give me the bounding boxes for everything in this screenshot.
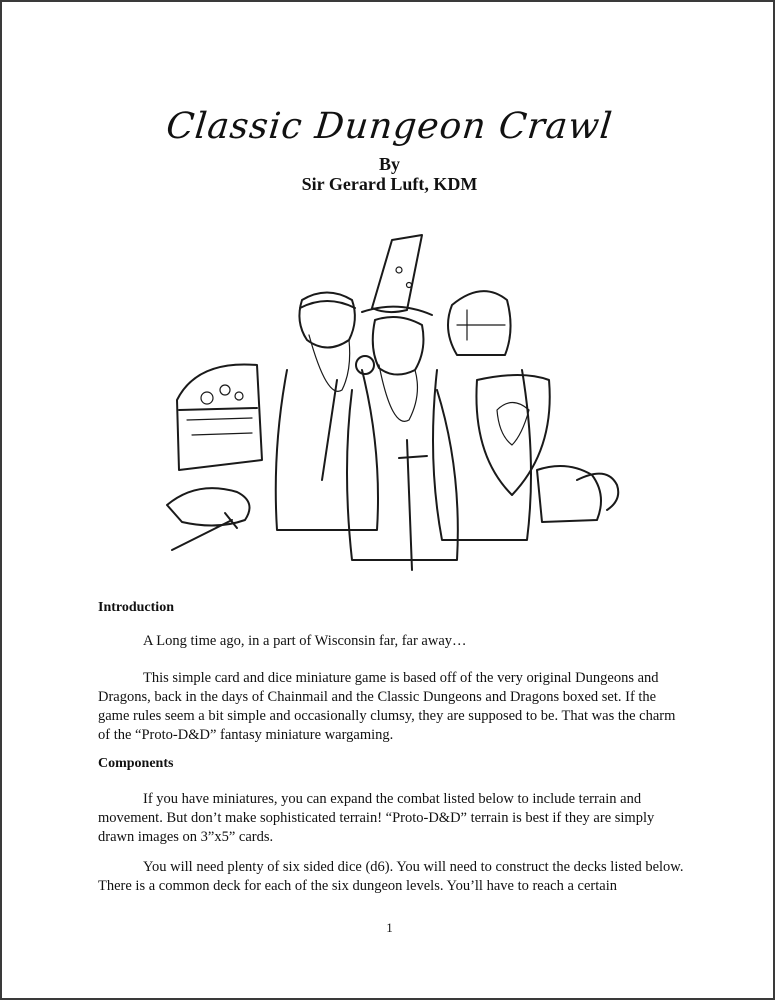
bearded-warrior-drawing [276, 293, 378, 531]
byline: By [378, 154, 400, 174]
components-paragraph-2: You will need plenty of six sided dice (d6). You will need to construct the decks listed below. There is a common deck for each of the six dungeon levels. You’ll have to reach a certain [98, 859, 684, 894]
background-creature-drawing [537, 466, 618, 522]
document-title: Classic Dungeon Crawl [164, 106, 615, 147]
components-paragraph-1: If you have miniatures, you can expand the combat listed below to include terrain and movement. But don’t make sophisticated terrain! “Proto-D&D” terrain is best if they are simply drawn images on 3”x5” cards. [98, 791, 655, 845]
treasure-chest-drawing [177, 364, 262, 470]
author-name: Sir Gerard Luft, KDM [301, 174, 478, 194]
page-number: 1 [386, 920, 393, 935]
introduction-paragraph-2: This simple card and dice miniature game is based off of the very original Dungeons and Dragons, back in the days of Chainmail and the Classic Dungeons and Dragons boxed set. If the game rules seem a bit simple and occasionally clumsy, they are supposed to be. That was the charm of the “Proto-D&D” fantasy miniature wargaming. [98, 670, 676, 743]
wizard-drawing [347, 235, 458, 570]
introduction-heading: Introduction [98, 600, 174, 615]
adventurers-illustration [137, 230, 637, 575]
knight-drawing [433, 291, 550, 540]
introduction-paragraph-1: A Long time ago, in a part of Wisconsin far, far away… [143, 633, 467, 649]
fallen-figure-drawing [167, 488, 250, 550]
components-heading: Components [98, 756, 174, 771]
